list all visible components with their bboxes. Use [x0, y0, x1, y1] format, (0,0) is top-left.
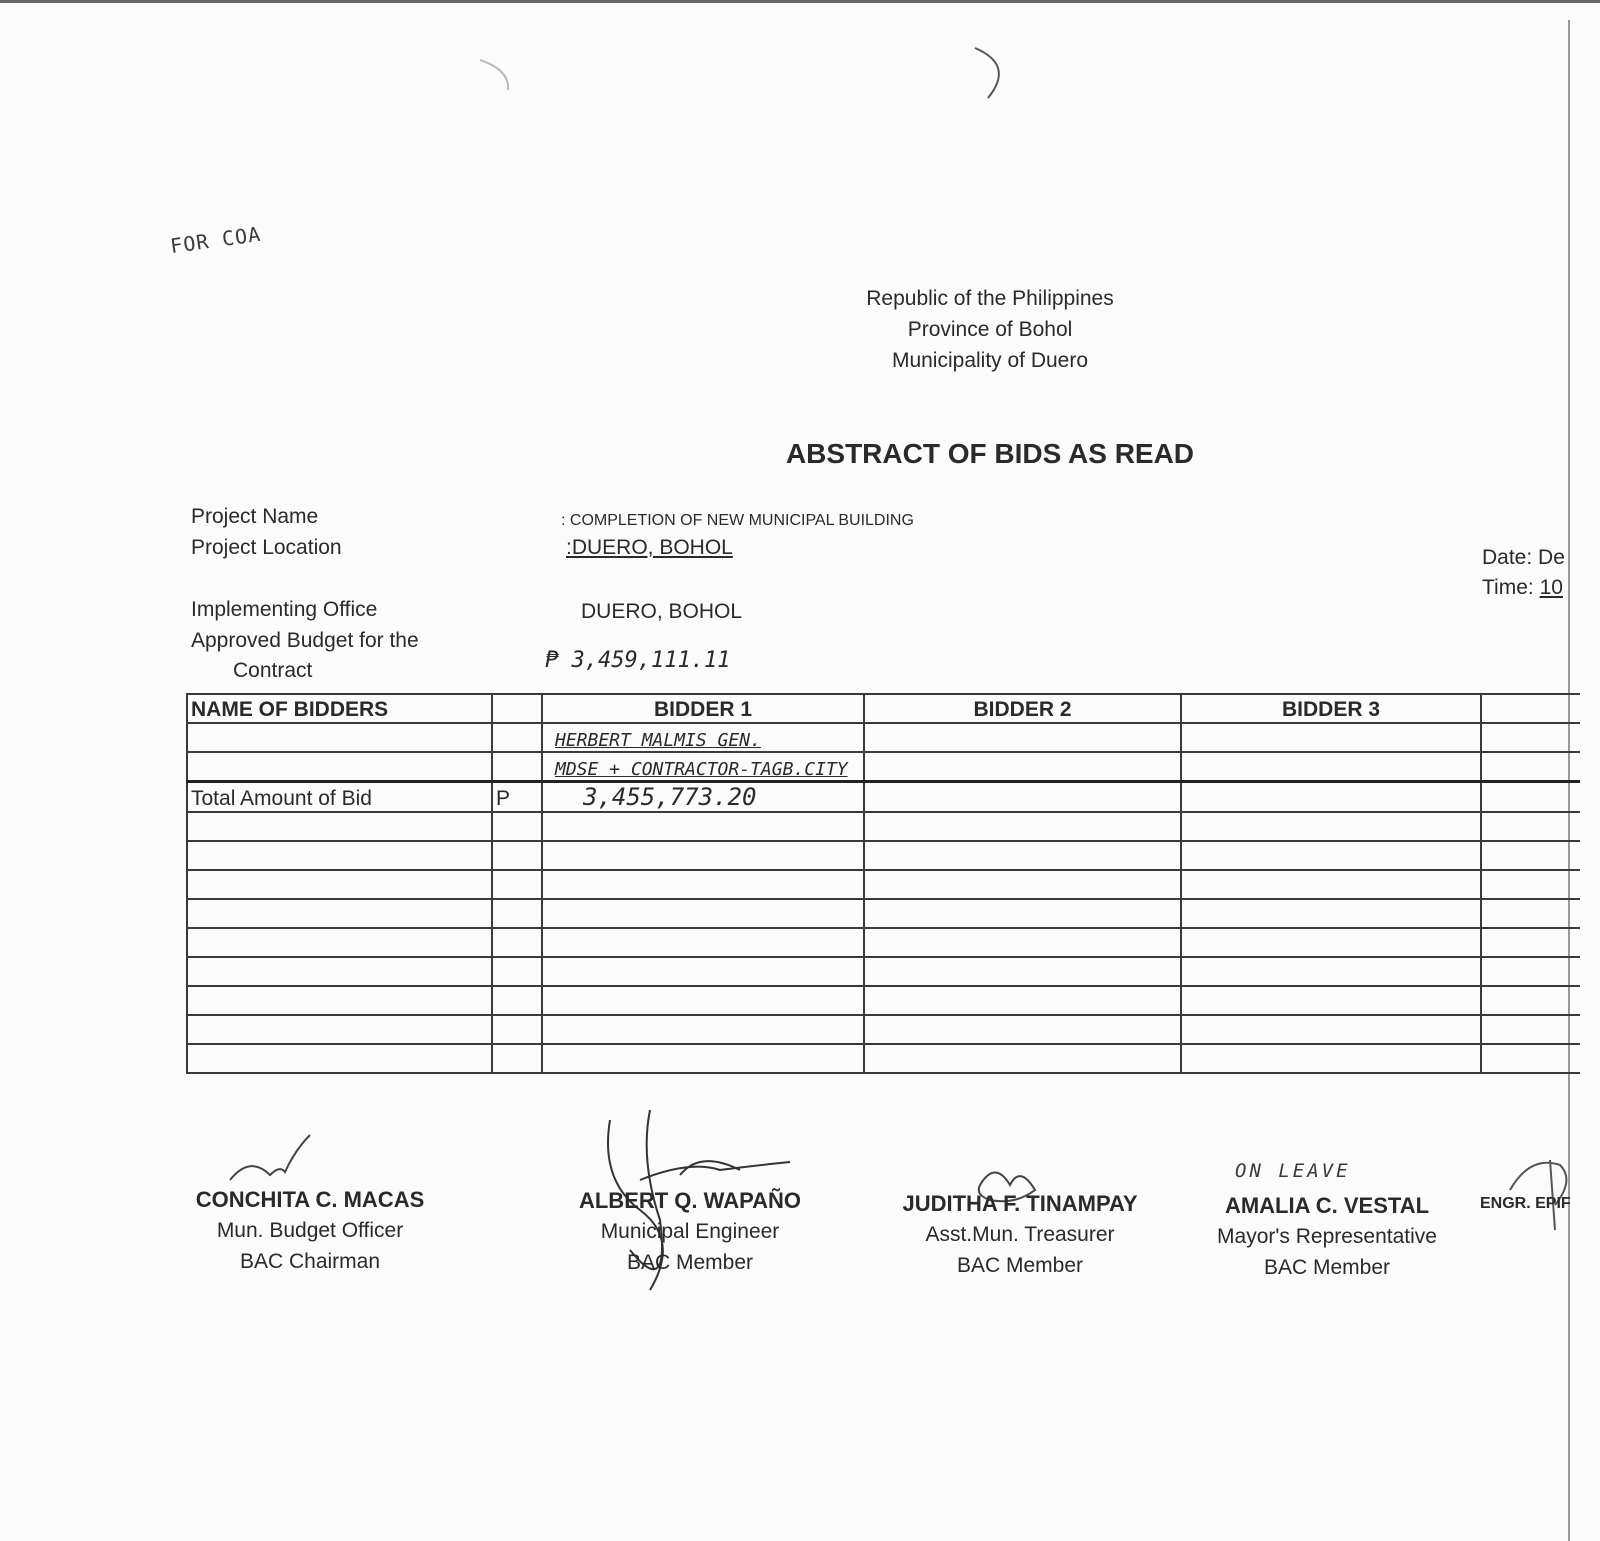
signatory-name: AMALIA C. VESTAL: [1224, 1193, 1430, 1218]
header-municipality: Municipality of Duero: [891, 349, 1089, 372]
table-row: [187, 841, 1580, 870]
bids-table: [186, 693, 1580, 1074]
col-bidder-3: BIDDER 3: [1181, 694, 1481, 723]
bidder-1-total: 3,455,773.20: [542, 782, 864, 813]
table-row: [187, 957, 1580, 986]
signatory-role: BAC Chairman: [239, 1250, 381, 1273]
implementing-office-label: Implementing Office: [191, 598, 378, 621]
punch-hole-marks: [440, 40, 1020, 110]
page-title: ABSTRACT OF BIDS AS READ: [785, 438, 1195, 469]
table-row: [187, 986, 1580, 1015]
total-amount-label: Total Amount of Bid: [187, 782, 492, 813]
signatory-name: CONCHITA C. MACAS: [195, 1187, 425, 1212]
signatory-macas: [160, 1184, 460, 1277]
budget-label-line1: Approved Budget for the: [191, 629, 419, 652]
budget-label-line2: Contract: [233, 659, 313, 682]
bidder-name-row-2: [187, 752, 1580, 782]
signatory-name: JUDITHA F. TINAMPAY: [902, 1191, 1138, 1216]
date-field: Date: De: [1482, 546, 1565, 569]
col-name-of-bidders: NAME OF BIDDERS: [187, 694, 492, 723]
table-row: [187, 1015, 1580, 1044]
signatory-title: Mayor's Representative: [1217, 1225, 1437, 1248]
signatory-role: BAC Member: [1263, 1256, 1391, 1279]
for-coa-note: FOR COA: [168, 221, 263, 259]
table-row: [187, 899, 1580, 928]
signatory-role: BAC Member: [956, 1254, 1084, 1277]
currency-symbol: P: [492, 782, 542, 813]
table-row: [187, 812, 1580, 841]
col-extra: [1481, 694, 1580, 723]
project-location-value: :DUERO, BOHOL: [566, 536, 733, 559]
bidder-1-name-line2: MDSE + CONTRACTOR-TAGB.CITY: [542, 752, 864, 782]
signatory-role: BAC Member: [626, 1251, 754, 1274]
total-amount-row: [187, 782, 1580, 813]
time-value: 10: [1539, 576, 1563, 599]
col-bidder-2: BIDDER 2: [864, 694, 1181, 723]
document-header: [790, 283, 1190, 376]
header-republic: Republic of the Philippines: [866, 287, 1114, 310]
time-field: [1482, 573, 1565, 603]
table-row: [187, 928, 1580, 957]
table-header-row: [187, 694, 1580, 723]
signatory-title: Asst.Mun. Treasurer: [925, 1223, 1115, 1246]
project-name-value: : COMPLETION OF NEW MUNICIPAL BUILDING: [561, 512, 914, 529]
signatory-wapano: [540, 1185, 840, 1278]
bidder-1-name-line1: HERBERT MALMIS GEN.: [542, 723, 864, 752]
budget-value: ₱ 3,459,111.11: [545, 648, 731, 673]
signatory-name: ALBERT Q. WAPAÑO: [578, 1188, 802, 1213]
signatory-tinampay: [870, 1188, 1170, 1281]
date-time-block: [1482, 543, 1565, 603]
header-province: Province of Bohol: [907, 318, 1073, 341]
signatory-epif: ENGR. EPIF: [1480, 1195, 1571, 1212]
col-blank: [492, 694, 542, 723]
signatory-vestal: [1177, 1190, 1477, 1283]
on-leave-note: ON LEAVE: [1235, 1160, 1351, 1182]
project-name-label: Project Name: [191, 505, 319, 528]
signatory-title: Municipal Engineer: [600, 1220, 780, 1243]
time-label: Time:: [1482, 576, 1534, 599]
table-row: [187, 1044, 1580, 1073]
table-row: [187, 870, 1580, 899]
col-bidder-1: BIDDER 1: [542, 694, 864, 723]
project-location-label: Project Location: [191, 536, 342, 559]
signatory-title: Mun. Budget Officer: [216, 1219, 404, 1242]
bidder-name-row-1: [187, 723, 1580, 752]
implementing-office-value: DUERO, BOHOL: [581, 600, 743, 623]
